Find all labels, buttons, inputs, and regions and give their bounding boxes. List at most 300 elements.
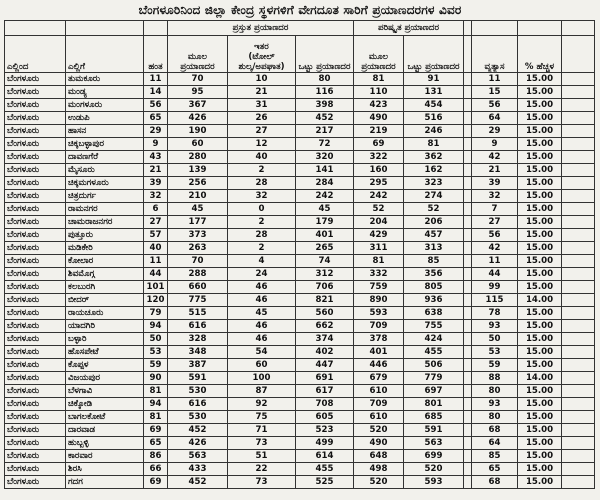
cell-to: ಪುತ್ತೂರು <box>66 229 144 242</box>
cell-from: ಬೆಂಗಳೂರು <box>5 372 66 385</box>
cell-stage: 43 <box>144 151 168 164</box>
header-spacer <box>562 36 595 73</box>
cell-spacer <box>464 151 472 164</box>
cell-other: 71 <box>228 424 296 437</box>
cell-to: ಚಿತ್ರದುರ್ಗ <box>66 190 144 203</box>
cell-revised-base: 679 <box>354 372 404 385</box>
cell-from: ಬೆಂಗಳೂರು <box>5 190 66 203</box>
cell-difference: 11 <box>472 73 518 86</box>
cell-to: ಕೋಲಾರ <box>66 255 144 268</box>
cell-other: 27 <box>228 125 296 138</box>
header-other: ಇತರ (ಟೋಲ್ ಶುಲ್ಕ/ಅಪಘಾತ) <box>228 36 296 73</box>
cell-base-fare: 70 <box>168 255 228 268</box>
cell-spacer <box>464 437 472 450</box>
header-spacer <box>562 21 595 36</box>
table-row <box>5 86 595 99</box>
cell-base-fare: 95 <box>168 86 228 99</box>
header-spacer <box>518 21 562 36</box>
cell-from: ಬೆಂಗಳೂರು <box>5 411 66 424</box>
cell-stage: 81 <box>144 385 168 398</box>
cell-from: ಬೆಂಗಳೂರು <box>5 294 66 307</box>
cell-revised-base: 81 <box>354 73 404 86</box>
cell-revised-total: 457 <box>404 229 464 242</box>
table-row <box>5 411 595 424</box>
cell-other: 31 <box>228 99 296 112</box>
cell-stage: 79 <box>144 307 168 320</box>
cell-other: 100 <box>228 372 296 385</box>
cell-base-fare: 616 <box>168 320 228 333</box>
cell-base-fare: 288 <box>168 268 228 281</box>
cell-stage: 9 <box>144 138 168 151</box>
cell-percent: 15.00 <box>518 73 562 86</box>
cell-difference: 29 <box>472 125 518 138</box>
cell-stage: 57 <box>144 229 168 242</box>
cell-to: ಮಂಗಳೂರು <box>66 99 144 112</box>
cell-other: 46 <box>228 294 296 307</box>
cell-total-fare: 402 <box>296 346 354 359</box>
cell-spacer <box>464 164 472 177</box>
cell-spacer <box>464 229 472 242</box>
cell-revised-total: 455 <box>404 346 464 359</box>
cell-revised-base: 110 <box>354 86 404 99</box>
cell-spacer <box>464 346 472 359</box>
cell-spacer <box>562 437 595 450</box>
cell-revised-total: 638 <box>404 307 464 320</box>
table-row <box>5 190 595 203</box>
cell-difference: 93 <box>472 398 518 411</box>
cell-other: 60 <box>228 359 296 372</box>
cell-total-fare: 284 <box>296 177 354 190</box>
cell-base-fare: 45 <box>168 203 228 216</box>
cell-base-fare: 373 <box>168 229 228 242</box>
cell-percent: 15.00 <box>518 203 562 216</box>
table-row <box>5 463 595 476</box>
cell-stage: 53 <box>144 346 168 359</box>
cell-revised-base: 498 <box>354 463 404 476</box>
cell-spacer <box>562 333 595 346</box>
cell-stage: 94 <box>144 320 168 333</box>
header-percent: % ಹೆಚ್ಚಳ <box>518 36 562 73</box>
cell-to: ಚಿಕ್ಕಬಳ್ಳಾಪುರ <box>66 138 144 151</box>
cell-other: 21 <box>228 86 296 99</box>
cell-difference: 93 <box>472 320 518 333</box>
cell-base-fare: 348 <box>168 346 228 359</box>
cell-revised-base: 401 <box>354 346 404 359</box>
cell-from: ಬೆಂಗಳೂರು <box>5 307 66 320</box>
header-spacer <box>472 21 518 36</box>
cell-total-fare: 455 <box>296 463 354 476</box>
cell-percent: 15.00 <box>518 242 562 255</box>
cell-total-fare: 80 <box>296 73 354 86</box>
cell-revised-total: 563 <box>404 437 464 450</box>
cell-difference: 56 <box>472 229 518 242</box>
cell-spacer <box>562 424 595 437</box>
cell-total-fare: 398 <box>296 99 354 112</box>
cell-from: ಬೆಂಗಳೂರು <box>5 359 66 372</box>
table-row <box>5 177 595 190</box>
cell-from: ಬೆಂಗಳೂರು <box>5 437 66 450</box>
table-row <box>5 372 595 385</box>
cell-other: 2 <box>228 216 296 229</box>
cell-total-fare: 708 <box>296 398 354 411</box>
cell-stage: 86 <box>144 450 168 463</box>
table-row <box>5 255 595 268</box>
page-title: ಬೆಂಗಳೂರಿನಿಂದ ಜಿಲ್ಲಾ ಕೇಂದ್ರ ಸ್ಥಳಗಳಿಗೆ ವೇಗದೂತ ಸಾರಿಗೆ ಪ್ರಯಾಣದರಗಳ ವಿವರ <box>138 3 462 17</box>
cell-spacer <box>464 255 472 268</box>
cell-from: ಬೆಂಗಳೂರು <box>5 450 66 463</box>
cell-difference: 32 <box>472 190 518 203</box>
header-to: ಎಲ್ಲಿಗೆ <box>66 36 144 73</box>
cell-spacer <box>464 203 472 216</box>
cell-revised-base: 219 <box>354 125 404 138</box>
cell-revised-base: 242 <box>354 190 404 203</box>
cell-from: ಬೆಂಗಳೂರು <box>5 138 66 151</box>
cell-revised-base: 204 <box>354 216 404 229</box>
cell-base-fare: 139 <box>168 164 228 177</box>
cell-base-fare: 530 <box>168 411 228 424</box>
cell-percent: 15.00 <box>518 411 562 424</box>
cell-spacer <box>464 112 472 125</box>
cell-revised-total: 362 <box>404 151 464 164</box>
cell-revised-total: 593 <box>404 476 464 489</box>
cell-total-fare: 374 <box>296 333 354 346</box>
cell-stage: 66 <box>144 463 168 476</box>
cell-from: ಬೆಂಗಳೂರು <box>5 463 66 476</box>
cell-spacer <box>562 281 595 294</box>
cell-spacer <box>464 359 472 372</box>
cell-difference: 53 <box>472 346 518 359</box>
cell-spacer <box>562 112 595 125</box>
cell-other: 24 <box>228 268 296 281</box>
cell-percent: 15.00 <box>518 268 562 281</box>
cell-revised-base: 322 <box>354 151 404 164</box>
cell-revised-total: 506 <box>404 359 464 372</box>
cell-total-fare: 523 <box>296 424 354 437</box>
cell-other: 87 <box>228 385 296 398</box>
cell-to: ಕಾರವಾರ <box>66 450 144 463</box>
cell-to: ಶಿವಮೊಗ್ಗ <box>66 268 144 281</box>
table-row <box>5 385 595 398</box>
cell-total-fare: 605 <box>296 411 354 424</box>
cell-spacer <box>562 138 595 151</box>
cell-revised-total: 206 <box>404 216 464 229</box>
cell-base-fare: 367 <box>168 99 228 112</box>
cell-total-fare: 141 <box>296 164 354 177</box>
cell-revised-base: 520 <box>354 424 404 437</box>
cell-from: ಬೆಂಗಳೂರು <box>5 255 66 268</box>
cell-other: 10 <box>228 73 296 86</box>
cell-from: ಬೆಂಗಳೂರು <box>5 398 66 411</box>
table-row <box>5 450 595 463</box>
cell-percent: 15.00 <box>518 255 562 268</box>
cell-other: 46 <box>228 333 296 346</box>
cell-percent: 15.00 <box>518 99 562 112</box>
cell-difference: 68 <box>472 476 518 489</box>
cell-revised-total: 356 <box>404 268 464 281</box>
table-row <box>5 437 595 450</box>
cell-total-fare: 320 <box>296 151 354 164</box>
cell-other: 4 <box>228 255 296 268</box>
table-row <box>5 424 595 437</box>
cell-from: ಬೆಂಗಳೂರು <box>5 86 66 99</box>
header-stage: ಹಂತ <box>144 36 168 73</box>
cell-total-fare: 525 <box>296 476 354 489</box>
cell-base-fare: 60 <box>168 138 228 151</box>
cell-other: 46 <box>228 281 296 294</box>
table-row <box>5 398 595 411</box>
cell-base-fare: 775 <box>168 294 228 307</box>
cell-from: ಬೆಂಗಳೂರು <box>5 424 66 437</box>
table-row <box>5 99 595 112</box>
cell-from: ಬೆಂಗಳೂರು <box>5 216 66 229</box>
cell-from: ಬೆಂಗಳೂರು <box>5 333 66 346</box>
cell-revised-base: 610 <box>354 411 404 424</box>
table-row <box>5 164 595 177</box>
cell-spacer <box>562 320 595 333</box>
cell-spacer <box>562 294 595 307</box>
cell-spacer <box>464 242 472 255</box>
cell-stage: 39 <box>144 177 168 190</box>
fare-table <box>4 20 595 489</box>
cell-revised-total: 591 <box>404 424 464 437</box>
header-from: ಎಲ್ಲಿಂದ <box>5 36 66 73</box>
cell-spacer <box>464 177 472 190</box>
cell-from: ಬೆಂಗಳೂರು <box>5 164 66 177</box>
cell-other: 26 <box>228 112 296 125</box>
header-spacer <box>144 21 168 36</box>
cell-base-fare: 177 <box>168 216 228 229</box>
cell-difference: 7 <box>472 203 518 216</box>
cell-total-fare: 242 <box>296 190 354 203</box>
table-row <box>5 151 595 164</box>
cell-spacer <box>464 385 472 398</box>
table-row <box>5 138 595 151</box>
cell-revised-base: 429 <box>354 229 404 242</box>
cell-spacer <box>562 164 595 177</box>
cell-stage: 11 <box>144 73 168 86</box>
cell-base-fare: 210 <box>168 190 228 203</box>
header-spacer <box>464 36 472 73</box>
cell-spacer <box>464 450 472 463</box>
table-row <box>5 307 595 320</box>
header-group-current: ಪ್ರಸ್ತುತ ಪ್ರಯಾಣದರ <box>168 21 354 36</box>
table-row <box>5 333 595 346</box>
table-row <box>5 281 595 294</box>
cell-percent: 14.00 <box>518 372 562 385</box>
cell-to: ಯಾದಗಿರಿ <box>66 320 144 333</box>
cell-total-fare: 691 <box>296 372 354 385</box>
cell-stage: 11 <box>144 255 168 268</box>
cell-total-fare: 662 <box>296 320 354 333</box>
cell-revised-total: 81 <box>404 138 464 151</box>
cell-spacer <box>464 73 472 86</box>
table-row <box>5 125 595 138</box>
cell-to: ಬಾಗಲಕೋಟೆ <box>66 411 144 424</box>
cell-stage: 27 <box>144 216 168 229</box>
cell-to: ರಾಯಚೂರು <box>66 307 144 320</box>
cell-base-fare: 328 <box>168 333 228 346</box>
cell-percent: 15.00 <box>518 463 562 476</box>
cell-spacer <box>562 255 595 268</box>
header-spacer <box>464 21 472 36</box>
cell-spacer <box>562 73 595 86</box>
cell-other: 46 <box>228 320 296 333</box>
cell-stage: 56 <box>144 99 168 112</box>
cell-base-fare: 263 <box>168 242 228 255</box>
cell-stage: 6 <box>144 203 168 216</box>
cell-difference: 44 <box>472 268 518 281</box>
cell-stage: 14 <box>144 86 168 99</box>
cell-spacer <box>562 216 595 229</box>
cell-total-fare: 560 <box>296 307 354 320</box>
cell-total-fare: 74 <box>296 255 354 268</box>
cell-revised-total: 801 <box>404 398 464 411</box>
cell-other: 2 <box>228 242 296 255</box>
cell-total-fare: 499 <box>296 437 354 450</box>
cell-other: 28 <box>228 229 296 242</box>
cell-from: ಬೆಂಗಳೂರು <box>5 346 66 359</box>
cell-from: ಬೆಂಗಳೂರು <box>5 177 66 190</box>
cell-stage: 90 <box>144 372 168 385</box>
cell-difference: 65 <box>472 463 518 476</box>
cell-revised-base: 446 <box>354 359 404 372</box>
cell-base-fare: 426 <box>168 112 228 125</box>
cell-spacer <box>464 99 472 112</box>
cell-difference: 27 <box>472 216 518 229</box>
cell-base-fare: 515 <box>168 307 228 320</box>
cell-difference: 59 <box>472 359 518 372</box>
cell-revised-base: 295 <box>354 177 404 190</box>
cell-total-fare: 265 <box>296 242 354 255</box>
table-row <box>5 112 595 125</box>
cell-total-fare: 312 <box>296 268 354 281</box>
cell-from: ಬೆಂಗಳೂರು <box>5 151 66 164</box>
cell-percent: 15.00 <box>518 476 562 489</box>
cell-to: ಮಂಡ್ಯ <box>66 86 144 99</box>
cell-spacer <box>464 138 472 151</box>
cell-base-fare: 70 <box>168 73 228 86</box>
cell-revised-base: 311 <box>354 242 404 255</box>
cell-revised-base: 490 <box>354 112 404 125</box>
cell-revised-total: 697 <box>404 385 464 398</box>
cell-from: ಬೆಂಗಳೂರು <box>5 112 66 125</box>
cell-spacer <box>464 268 472 281</box>
cell-to: ದಾರವಾಡ <box>66 424 144 437</box>
cell-spacer <box>464 372 472 385</box>
cell-other: 92 <box>228 398 296 411</box>
cell-base-fare: 616 <box>168 398 228 411</box>
cell-other: 54 <box>228 346 296 359</box>
cell-total-fare: 179 <box>296 216 354 229</box>
cell-other: 40 <box>228 151 296 164</box>
cell-revised-base: 610 <box>354 385 404 398</box>
cell-spacer <box>464 190 472 203</box>
cell-stage: 101 <box>144 281 168 294</box>
cell-base-fare: 452 <box>168 424 228 437</box>
cell-base-fare: 591 <box>168 372 228 385</box>
table-row <box>5 294 595 307</box>
cell-stage: 81 <box>144 411 168 424</box>
cell-difference: 56 <box>472 99 518 112</box>
cell-spacer <box>562 125 595 138</box>
cell-total-fare: 116 <box>296 86 354 99</box>
cell-base-fare: 256 <box>168 177 228 190</box>
cell-total-fare: 706 <box>296 281 354 294</box>
cell-to: ಬೆಳಗಾವಿ <box>66 385 144 398</box>
cell-from: ಬೆಂಗಳೂರು <box>5 229 66 242</box>
header-difference: ವ್ಯತ್ಯಾಸ <box>472 36 518 73</box>
cell-revised-total: 685 <box>404 411 464 424</box>
header-revised-base: ಮೂಲ ಪ್ರಯಾಣದರ <box>354 36 404 73</box>
cell-spacer <box>464 307 472 320</box>
cell-percent: 15.00 <box>518 398 562 411</box>
cell-difference: 15 <box>472 86 518 99</box>
table-header <box>5 21 595 73</box>
cell-total-fare: 45 <box>296 203 354 216</box>
cell-other: 12 <box>228 138 296 151</box>
cell-to: ಮಡಿಕೇರಿ <box>66 242 144 255</box>
table-row <box>5 268 595 281</box>
cell-revised-base: 81 <box>354 255 404 268</box>
table-row <box>5 203 595 216</box>
cell-total-fare: 614 <box>296 450 354 463</box>
header-spacer <box>5 21 66 36</box>
cell-to: ಚಿಕ್ಕಮಗಳೂರು <box>66 177 144 190</box>
header-revised-total: ಒಟ್ಟು ಪ್ರಯಾಣದರ <box>404 36 464 73</box>
cell-base-fare: 190 <box>168 125 228 138</box>
cell-stage: 94 <box>144 398 168 411</box>
table-row <box>5 359 595 372</box>
cell-spacer <box>464 216 472 229</box>
cell-revised-base: 52 <box>354 203 404 216</box>
cell-from: ಬೆಂಗಳೂರು <box>5 203 66 216</box>
cell-to: ಗದಗ <box>66 476 144 489</box>
cell-spacer <box>464 281 472 294</box>
cell-percent: 15.00 <box>518 112 562 125</box>
table-body <box>5 73 595 489</box>
cell-difference: 11 <box>472 255 518 268</box>
table-row <box>5 476 595 489</box>
cell-spacer <box>562 385 595 398</box>
header-base-fare: ಮೂಲ ಪ್ರಯಾಣದರ <box>168 36 228 73</box>
cell-difference: 50 <box>472 333 518 346</box>
cell-other: 51 <box>228 450 296 463</box>
table-row <box>5 346 595 359</box>
cell-percent: 15.00 <box>518 346 562 359</box>
cell-to: ಬೀದರ್ <box>66 294 144 307</box>
cell-difference: 80 <box>472 411 518 424</box>
cell-to: ಬಳ್ಳಾರಿ <box>66 333 144 346</box>
cell-revised-total: 246 <box>404 125 464 138</box>
cell-percent: 15.00 <box>518 385 562 398</box>
cell-to: ಹುಬ್ಬಳ್ಳಿ <box>66 437 144 450</box>
cell-spacer <box>562 190 595 203</box>
cell-revised-base: 378 <box>354 333 404 346</box>
cell-other: 28 <box>228 177 296 190</box>
cell-percent: 15.00 <box>518 177 562 190</box>
cell-stage: 21 <box>144 164 168 177</box>
cell-revised-base: 759 <box>354 281 404 294</box>
cell-stage: 29 <box>144 125 168 138</box>
cell-spacer <box>562 99 595 112</box>
cell-total-fare: 447 <box>296 359 354 372</box>
cell-revised-total: 323 <box>404 177 464 190</box>
cell-percent: 14.00 <box>518 294 562 307</box>
cell-difference: 64 <box>472 112 518 125</box>
cell-to: ಹೊಸಪೇಟೆ <box>66 346 144 359</box>
cell-revised-base: 709 <box>354 320 404 333</box>
cell-revised-total: 131 <box>404 86 464 99</box>
